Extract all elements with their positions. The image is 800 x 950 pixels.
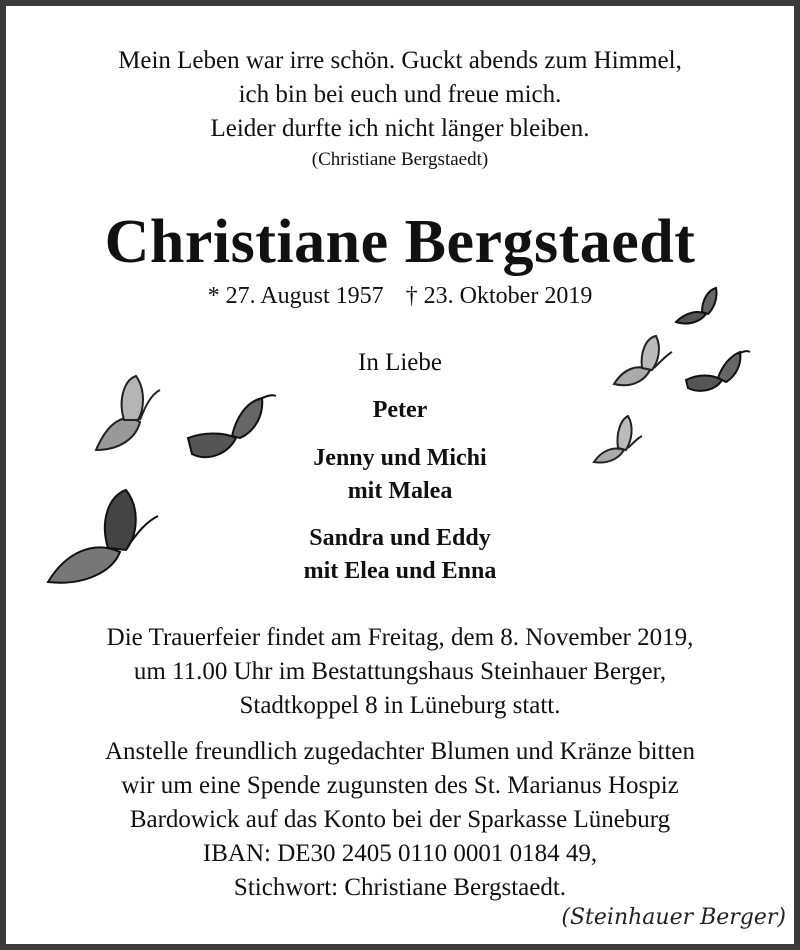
butterfly-icon	[610, 332, 676, 392]
butterfly-icon	[672, 284, 728, 328]
mourner-line: mit Elea und Enna	[303, 558, 497, 584]
butterfly-icon	[590, 412, 646, 468]
service-line: Die Trauerfeier findet am Freitag, dem 8. November 2019,	[106, 624, 694, 651]
death-date: † 23. Oktober 2019	[405, 283, 593, 309]
mourner-line: Sandra und Eddy	[309, 525, 491, 551]
poem-attribution: (Christiane Bergstaedt)	[311, 149, 489, 170]
donation-info	[0, 735, 800, 905]
service-info	[0, 621, 800, 723]
mourner-line: Peter	[372, 397, 428, 423]
mourner-line: mit Malea	[347, 478, 453, 504]
butterfly-icon	[42, 486, 172, 592]
poem	[0, 44, 800, 174]
mourners-intro: In Liebe	[358, 349, 442, 376]
poem-line: Leider durfte ich nicht länger bleiben.	[210, 115, 590, 142]
undertaker-signature: (Steinhauer Berger)	[561, 905, 786, 930]
donation-line: Bardowick auf das Konto bei der Sparkasse Lüneburg	[129, 806, 671, 833]
butterfly-icon	[180, 392, 280, 466]
service-line: um 11.00 Uhr im Bestattungshaus Steinhauer Berger,	[133, 658, 667, 685]
deceased-name: Christiane Bergstaedt	[104, 208, 696, 276]
mourner-line: Jenny und Michi	[313, 445, 487, 471]
poem-line: Mein Leben war irre schön. Guckt abends zum Himmel,	[118, 47, 682, 74]
poem-line: ich bin bei euch und freue mich.	[238, 81, 562, 108]
donation-line: wir um eine Spende zugunsten des St. Marianus Hospiz	[121, 772, 679, 799]
donation-line: Anstelle freundlich zugedachter Blumen und Kränze bitten	[104, 738, 696, 765]
service-line: Stadtkoppel 8 in Lüneburg statt.	[239, 692, 561, 719]
birth-date: * 27. August 1957	[207, 283, 384, 309]
butterfly-icon	[80, 372, 170, 458]
donation-line: Stichwort: Christiane Bergstaedt.	[233, 874, 567, 901]
butterfly-icon	[682, 346, 752, 396]
donation-line: IBAN: DE30 2405 0110 0001 0184 49,	[202, 840, 598, 867]
